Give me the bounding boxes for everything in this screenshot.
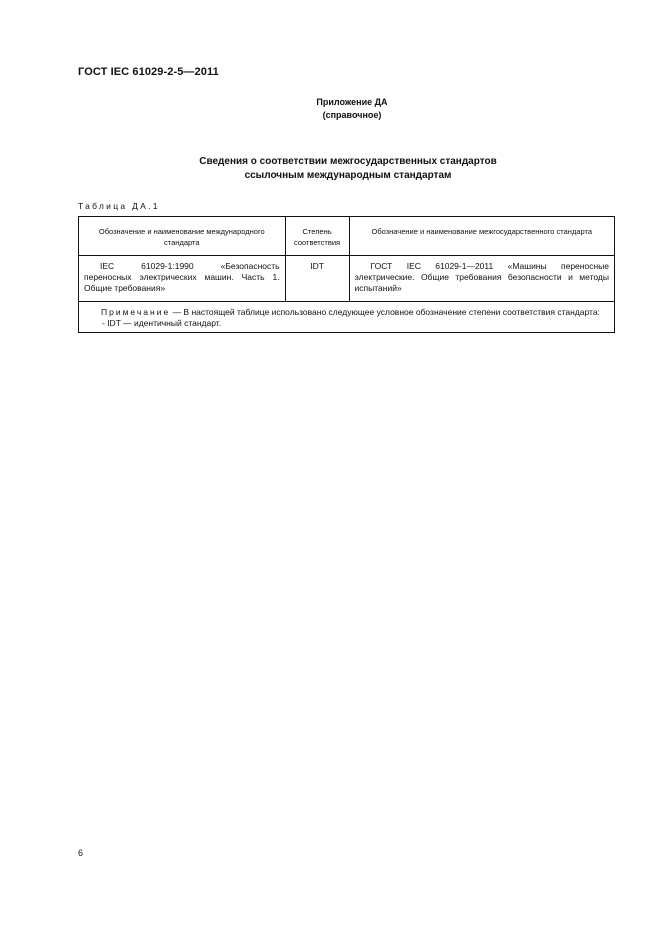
column-header-degree: Степень соответствия — [285, 217, 349, 256]
column-header-international: Обозначение и наименование международного стандарта — [79, 217, 286, 256]
section-title-line2: ссылочным международным стандартам — [244, 169, 452, 181]
table-note — [79, 302, 615, 333]
annex-title: Приложение ДА — [316, 97, 388, 107]
table-caption: Таблица ДА.1 — [78, 201, 160, 211]
annex-subtitle: (справочное) — [322, 110, 382, 120]
cell-international-standard — [79, 256, 286, 302]
note-text: — В настоящей таблице использовано следующее условное обозначение степени соответствия стандарта: — [170, 307, 600, 317]
note-label: Примечание — [101, 307, 171, 317]
page-number: 6 — [78, 848, 84, 858]
table-note-row — [79, 302, 615, 333]
column-header-interstate: Обозначение и наименование межгосударственного стандарта — [349, 217, 614, 256]
note-paragraph — [85, 307, 608, 318]
annex-heading — [300, 96, 404, 122]
document-code: ГОСТ IEC 61029-2-5—2011 — [78, 66, 219, 78]
section-title — [150, 155, 546, 182]
correspondence-table — [78, 216, 615, 333]
section-title-line1: Сведения о соответствии межгосударственных стандартов — [199, 156, 497, 167]
international-standard-text: IEC 61029-1:1990 «Безопасность переносных электрических машин. Часть 1. Общие требования» — [84, 261, 280, 293]
table-row — [79, 256, 615, 302]
table-header-row — [79, 217, 615, 256]
interstate-standard-text: ГОСТ IEC 61029-1—2011 «Машины переносные электрические. Общие требования безопасности и методы испытаний» — [354, 261, 609, 293]
cell-degree: IDT — [285, 256, 349, 302]
cell-interstate-standard — [349, 256, 614, 302]
note-list-item: - IDT — идентичный стандарт. — [102, 318, 222, 328]
